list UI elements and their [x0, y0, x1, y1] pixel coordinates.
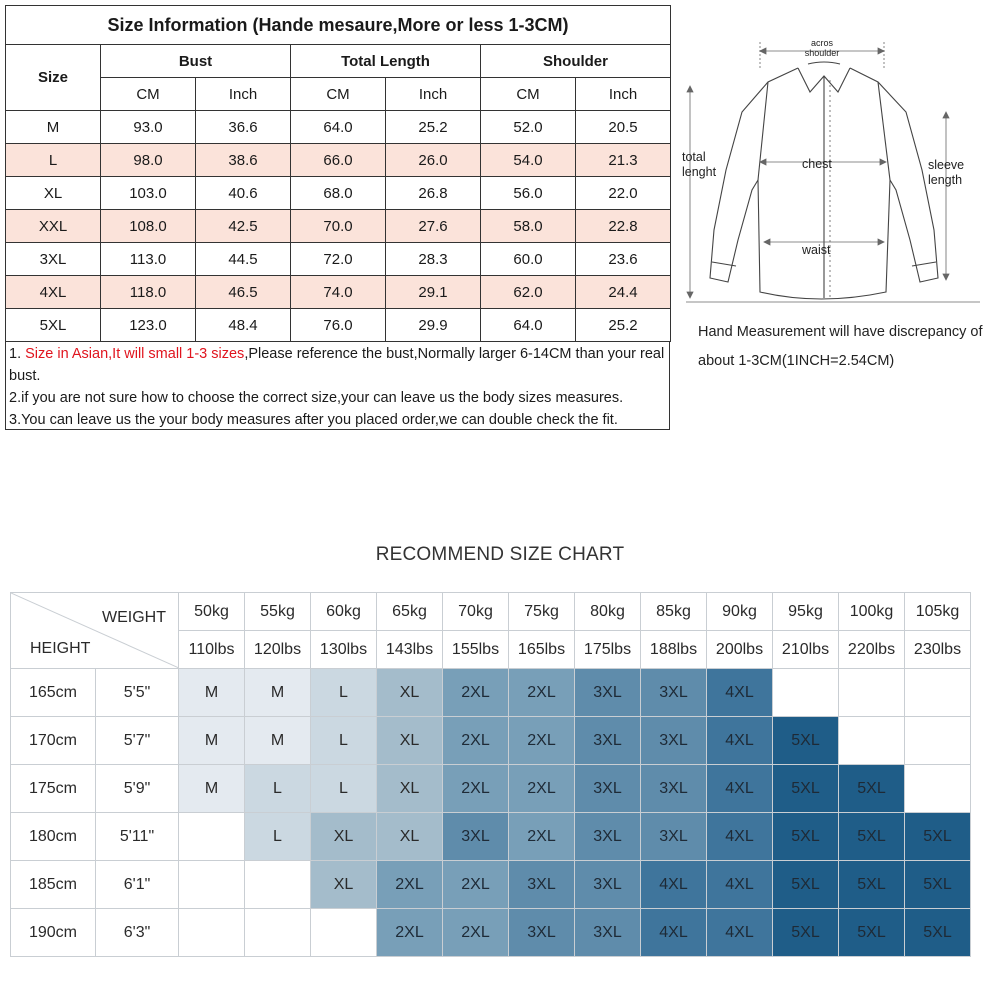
- recommend-table-body: [11, 593, 971, 957]
- weight-kg-cell: 60kg: [311, 593, 377, 631]
- empty-cell: [245, 909, 311, 957]
- weight-lbs-cell: 220lbs: [839, 631, 905, 669]
- size-recommendation-cell: M: [179, 717, 245, 765]
- height-ft-cell: 6'3": [96, 909, 179, 957]
- size-table: [5, 5, 671, 342]
- size-recommendation-cell: 5XL: [839, 861, 905, 909]
- measurement-cell: 64.0: [481, 309, 576, 342]
- size-recommendation-cell: 2XL: [443, 909, 509, 957]
- height-row: [11, 909, 971, 957]
- height-cm-cell: 165cm: [11, 669, 96, 717]
- size-recommendation-cell: 5XL: [773, 717, 839, 765]
- weight-kg-cell: 80kg: [575, 593, 641, 631]
- size-cell: 4XL: [6, 276, 101, 309]
- size-recommendation-cell: 2XL: [443, 765, 509, 813]
- measurement-cell: 23.6: [576, 243, 671, 276]
- size-row: [6, 210, 671, 243]
- size-recommendation-cell: 4XL: [707, 765, 773, 813]
- height-row: [11, 861, 971, 909]
- height-cm-cell: 170cm: [11, 717, 96, 765]
- sleeve-length-label: sleeve length: [928, 158, 965, 187]
- measurement-cell: 29.9: [386, 309, 481, 342]
- weight-lbs-cell: 110lbs: [179, 631, 245, 669]
- measurement-cell: 72.0: [291, 243, 386, 276]
- chart-corner: [11, 593, 179, 669]
- size-recommendation-cell: 5XL: [905, 813, 971, 861]
- size-recommendation-cell: 5XL: [905, 909, 971, 957]
- measurement-cell: 58.0: [481, 210, 576, 243]
- recommend-size-chart: [10, 592, 971, 957]
- total-length-header: Total Length: [291, 45, 481, 78]
- size-cell: 5XL: [6, 309, 101, 342]
- unit-header: Inch: [386, 78, 481, 111]
- size-recommendation-cell: 4XL: [641, 909, 707, 957]
- measurement-cell: 60.0: [481, 243, 576, 276]
- weight-kg-row: [11, 593, 971, 631]
- size-recommendation-cell: 3XL: [641, 765, 707, 813]
- weight-axis-label: WEIGHT: [102, 609, 166, 626]
- measurement-cell: 62.0: [481, 276, 576, 309]
- size-table-title: Size Information (Hande mesaure,More or less 1-3CM): [6, 6, 671, 45]
- size-recommendation-cell: 3XL: [641, 717, 707, 765]
- height-row: [11, 765, 971, 813]
- size-recommendation-cell: M: [179, 765, 245, 813]
- hand-measurement-note: Hand Measurement will have discrepancy of about 1-3CM(1INCH=2.54CM): [698, 324, 983, 369]
- height-ft-cell: 5'9": [96, 765, 179, 813]
- unit-header: CM: [291, 78, 386, 111]
- size-recommendation-cell: 4XL: [707, 861, 773, 909]
- weight-lbs-cell: 155lbs: [443, 631, 509, 669]
- measurement-cell: 66.0: [291, 144, 386, 177]
- unit-header: Inch: [196, 78, 291, 111]
- weight-kg-cell: 85kg: [641, 593, 707, 631]
- measurement-cell: 74.0: [291, 276, 386, 309]
- measurement-cell: 29.1: [386, 276, 481, 309]
- note-3: 3.You can leave us the your body measures after you placed order,we can double check the fit.: [9, 412, 618, 428]
- measurement-cell: 25.2: [386, 111, 481, 144]
- size-recommendation-cell: 5XL: [905, 861, 971, 909]
- height-cm-cell: 180cm: [11, 813, 96, 861]
- bust-header: Bust: [101, 45, 291, 78]
- empty-cell: [773, 669, 839, 717]
- size-recommendation-cell: XL: [377, 717, 443, 765]
- size-notes: [5, 342, 670, 430]
- size-header: Size: [6, 45, 101, 111]
- measurement-cell: 40.6: [196, 177, 291, 210]
- size-cell: XXL: [6, 210, 101, 243]
- weight-lbs-cell: 210lbs: [773, 631, 839, 669]
- size-recommendation-cell: 5XL: [839, 909, 905, 957]
- height-ft-cell: 5'7": [96, 717, 179, 765]
- size-recommendation-cell: 5XL: [773, 861, 839, 909]
- weight-lbs-cell: 175lbs: [575, 631, 641, 669]
- weight-kg-cell: 55kg: [245, 593, 311, 631]
- height-cm-cell: 190cm: [11, 909, 96, 957]
- size-recommendation-cell: 3XL: [575, 861, 641, 909]
- measurement-cell: 56.0: [481, 177, 576, 210]
- size-row: [6, 177, 671, 210]
- size-recommendation-cell: 3XL: [641, 669, 707, 717]
- measurement-cell: 36.6: [196, 111, 291, 144]
- size-recommendation-cell: L: [311, 765, 377, 813]
- size-row: [6, 309, 671, 342]
- measurement-cell: 123.0: [101, 309, 196, 342]
- empty-cell: [245, 861, 311, 909]
- measurement-cell: 22.8: [576, 210, 671, 243]
- measurement-cell: 70.0: [291, 210, 386, 243]
- size-recommendation-cell: 2XL: [377, 861, 443, 909]
- size-recommendation-cell: XL: [311, 861, 377, 909]
- measurement-cell: 118.0: [101, 276, 196, 309]
- weight-kg-cell: 95kg: [773, 593, 839, 631]
- size-recommendation-cell: 5XL: [839, 765, 905, 813]
- size-recommendation-cell: XL: [377, 765, 443, 813]
- size-recommendation-cell: 3XL: [575, 813, 641, 861]
- size-recommendation-cell: 3XL: [641, 813, 707, 861]
- size-recommendation-cell: 5XL: [839, 813, 905, 861]
- measurement-cell: 24.4: [576, 276, 671, 309]
- size-recommendation-cell: 2XL: [443, 717, 509, 765]
- weight-kg-cell: 70kg: [443, 593, 509, 631]
- weight-kg-cell: 105kg: [905, 593, 971, 631]
- size-recommendation-cell: 4XL: [707, 813, 773, 861]
- total-length-label: total lenght: [682, 150, 717, 179]
- waist-label: waist: [802, 243, 831, 257]
- size-recommendation-cell: M: [179, 669, 245, 717]
- size-row: [6, 243, 671, 276]
- measurement-cell: 108.0: [101, 210, 196, 243]
- measurement-cell: 27.6: [386, 210, 481, 243]
- measurement-cell: 38.6: [196, 144, 291, 177]
- size-recommendation-cell: 2XL: [509, 765, 575, 813]
- size-recommendation-cell: XL: [377, 813, 443, 861]
- weight-lbs-cell: 230lbs: [905, 631, 971, 669]
- measurement-cell: 46.5: [196, 276, 291, 309]
- measurement-cell: 68.0: [291, 177, 386, 210]
- measurement-cell: 26.8: [386, 177, 481, 210]
- note-1: 1. Size in Asian,It will small 1-3 sizes,Please reference the bust,Normally larger 6-14CM than your real bust.: [9, 346, 665, 384]
- size-recommendation-cell: 4XL: [641, 861, 707, 909]
- measurement-cell: 54.0: [481, 144, 576, 177]
- measurement-cell: 25.2: [576, 309, 671, 342]
- measurement-cell: 103.0: [101, 177, 196, 210]
- weight-lbs-cell: 120lbs: [245, 631, 311, 669]
- unit-header: CM: [481, 78, 576, 111]
- recommend-chart-title: RECOMMEND SIZE CHART: [375, 544, 625, 565]
- empty-cell: [905, 669, 971, 717]
- empty-cell: [311, 909, 377, 957]
- empty-cell: [905, 765, 971, 813]
- measurement-cell: 48.4: [196, 309, 291, 342]
- weight-lbs-cell: 143lbs: [377, 631, 443, 669]
- height-ft-cell: 6'1": [96, 861, 179, 909]
- weight-kg-cell: 50kg: [179, 593, 245, 631]
- measurement-cell: 26.0: [386, 144, 481, 177]
- size-recommendation-cell: XL: [377, 669, 443, 717]
- height-cm-cell: 185cm: [11, 861, 96, 909]
- shirt-measurement-diagram: [680, 30, 990, 310]
- size-cell: 3XL: [6, 243, 101, 276]
- height-ft-cell: 5'5": [96, 669, 179, 717]
- height-row: [11, 813, 971, 861]
- size-cell: XL: [6, 177, 101, 210]
- measurement-cell: 42.5: [196, 210, 291, 243]
- asian-size-warning: Size in Asian,It will small 1-3 sizes: [25, 346, 245, 362]
- size-recommendation-cell: 5XL: [773, 765, 839, 813]
- size-recommendation-cell: 4XL: [707, 909, 773, 957]
- measurement-cell: 76.0: [291, 309, 386, 342]
- weight-lbs-cell: 165lbs: [509, 631, 575, 669]
- size-row: [6, 144, 671, 177]
- empty-cell: [905, 717, 971, 765]
- measurement-cell: 21.3: [576, 144, 671, 177]
- size-recommendation-cell: L: [245, 813, 311, 861]
- weight-kg-cell: 90kg: [707, 593, 773, 631]
- recommend-table: [10, 592, 971, 957]
- measurement-cell: 22.0: [576, 177, 671, 210]
- unit-header: CM: [101, 78, 196, 111]
- size-recommendation-cell: 3XL: [509, 909, 575, 957]
- weight-lbs-cell: 200lbs: [707, 631, 773, 669]
- height-cm-cell: 175cm: [11, 765, 96, 813]
- size-recommendation-cell: 3XL: [575, 909, 641, 957]
- size-recommendation-cell: 3XL: [575, 669, 641, 717]
- size-recommendation-cell: XL: [311, 813, 377, 861]
- unit-header: Inch: [576, 78, 671, 111]
- weight-kg-cell: 100kg: [839, 593, 905, 631]
- size-recommendation-cell: 2XL: [509, 669, 575, 717]
- measurement-cell: 44.5: [196, 243, 291, 276]
- chest-label: chest: [802, 157, 832, 171]
- weight-kg-cell: 65kg: [377, 593, 443, 631]
- size-recommendation-cell: 5XL: [773, 909, 839, 957]
- size-recommendation-cell: 3XL: [575, 765, 641, 813]
- height-ft-cell: 5'11": [96, 813, 179, 861]
- shoulder-header: Shoulder: [481, 45, 671, 78]
- weight-lbs-cell: 188lbs: [641, 631, 707, 669]
- size-recommendation-cell: 2XL: [509, 717, 575, 765]
- size-row: [6, 276, 671, 309]
- weight-kg-cell: 75kg: [509, 593, 575, 631]
- empty-cell: [839, 717, 905, 765]
- note-2: 2.if you are not sure how to choose the correct size,your can leave us the body sizes measures.: [9, 390, 624, 406]
- size-recommendation-cell: 3XL: [443, 813, 509, 861]
- size-recommendation-cell: 2XL: [509, 813, 575, 861]
- weight-lbs-cell: 130lbs: [311, 631, 377, 669]
- size-information-table: [5, 5, 670, 433]
- size-recommendation-cell: 2XL: [443, 861, 509, 909]
- measurement-cell: 64.0: [291, 111, 386, 144]
- height-axis-label: HEIGHT: [30, 640, 91, 657]
- size-recommendation-cell: 2XL: [443, 669, 509, 717]
- size-recommendation-cell: M: [245, 717, 311, 765]
- size-table-body: [6, 111, 671, 342]
- size-recommendation-cell: 4XL: [707, 717, 773, 765]
- size-recommendation-cell: 2XL: [377, 909, 443, 957]
- size-recommendation-cell: M: [245, 669, 311, 717]
- measurement-cell: 98.0: [101, 144, 196, 177]
- size-cell: L: [6, 144, 101, 177]
- size-recommendation-cell: 5XL: [773, 813, 839, 861]
- size-recommendation-cell: L: [311, 717, 377, 765]
- size-recommendation-cell: 3XL: [575, 717, 641, 765]
- measurement-cell: 28.3: [386, 243, 481, 276]
- height-row: [11, 717, 971, 765]
- measurement-cell: 113.0: [101, 243, 196, 276]
- size-recommendation-cell: 3XL: [509, 861, 575, 909]
- measurement-cell: 93.0: [101, 111, 196, 144]
- empty-cell: [179, 861, 245, 909]
- empty-cell: [839, 669, 905, 717]
- measurement-cell: 20.5: [576, 111, 671, 144]
- size-recommendation-cell: L: [311, 669, 377, 717]
- size-recommendation-cell: 4XL: [707, 669, 773, 717]
- height-row: [11, 669, 971, 717]
- empty-cell: [179, 813, 245, 861]
- measurement-cell: 52.0: [481, 111, 576, 144]
- size-recommendation-cell: L: [245, 765, 311, 813]
- size-row: [6, 111, 671, 144]
- empty-cell: [179, 909, 245, 957]
- size-cell: M: [6, 111, 101, 144]
- across-shoulder-label: acros shoulder: [804, 38, 840, 58]
